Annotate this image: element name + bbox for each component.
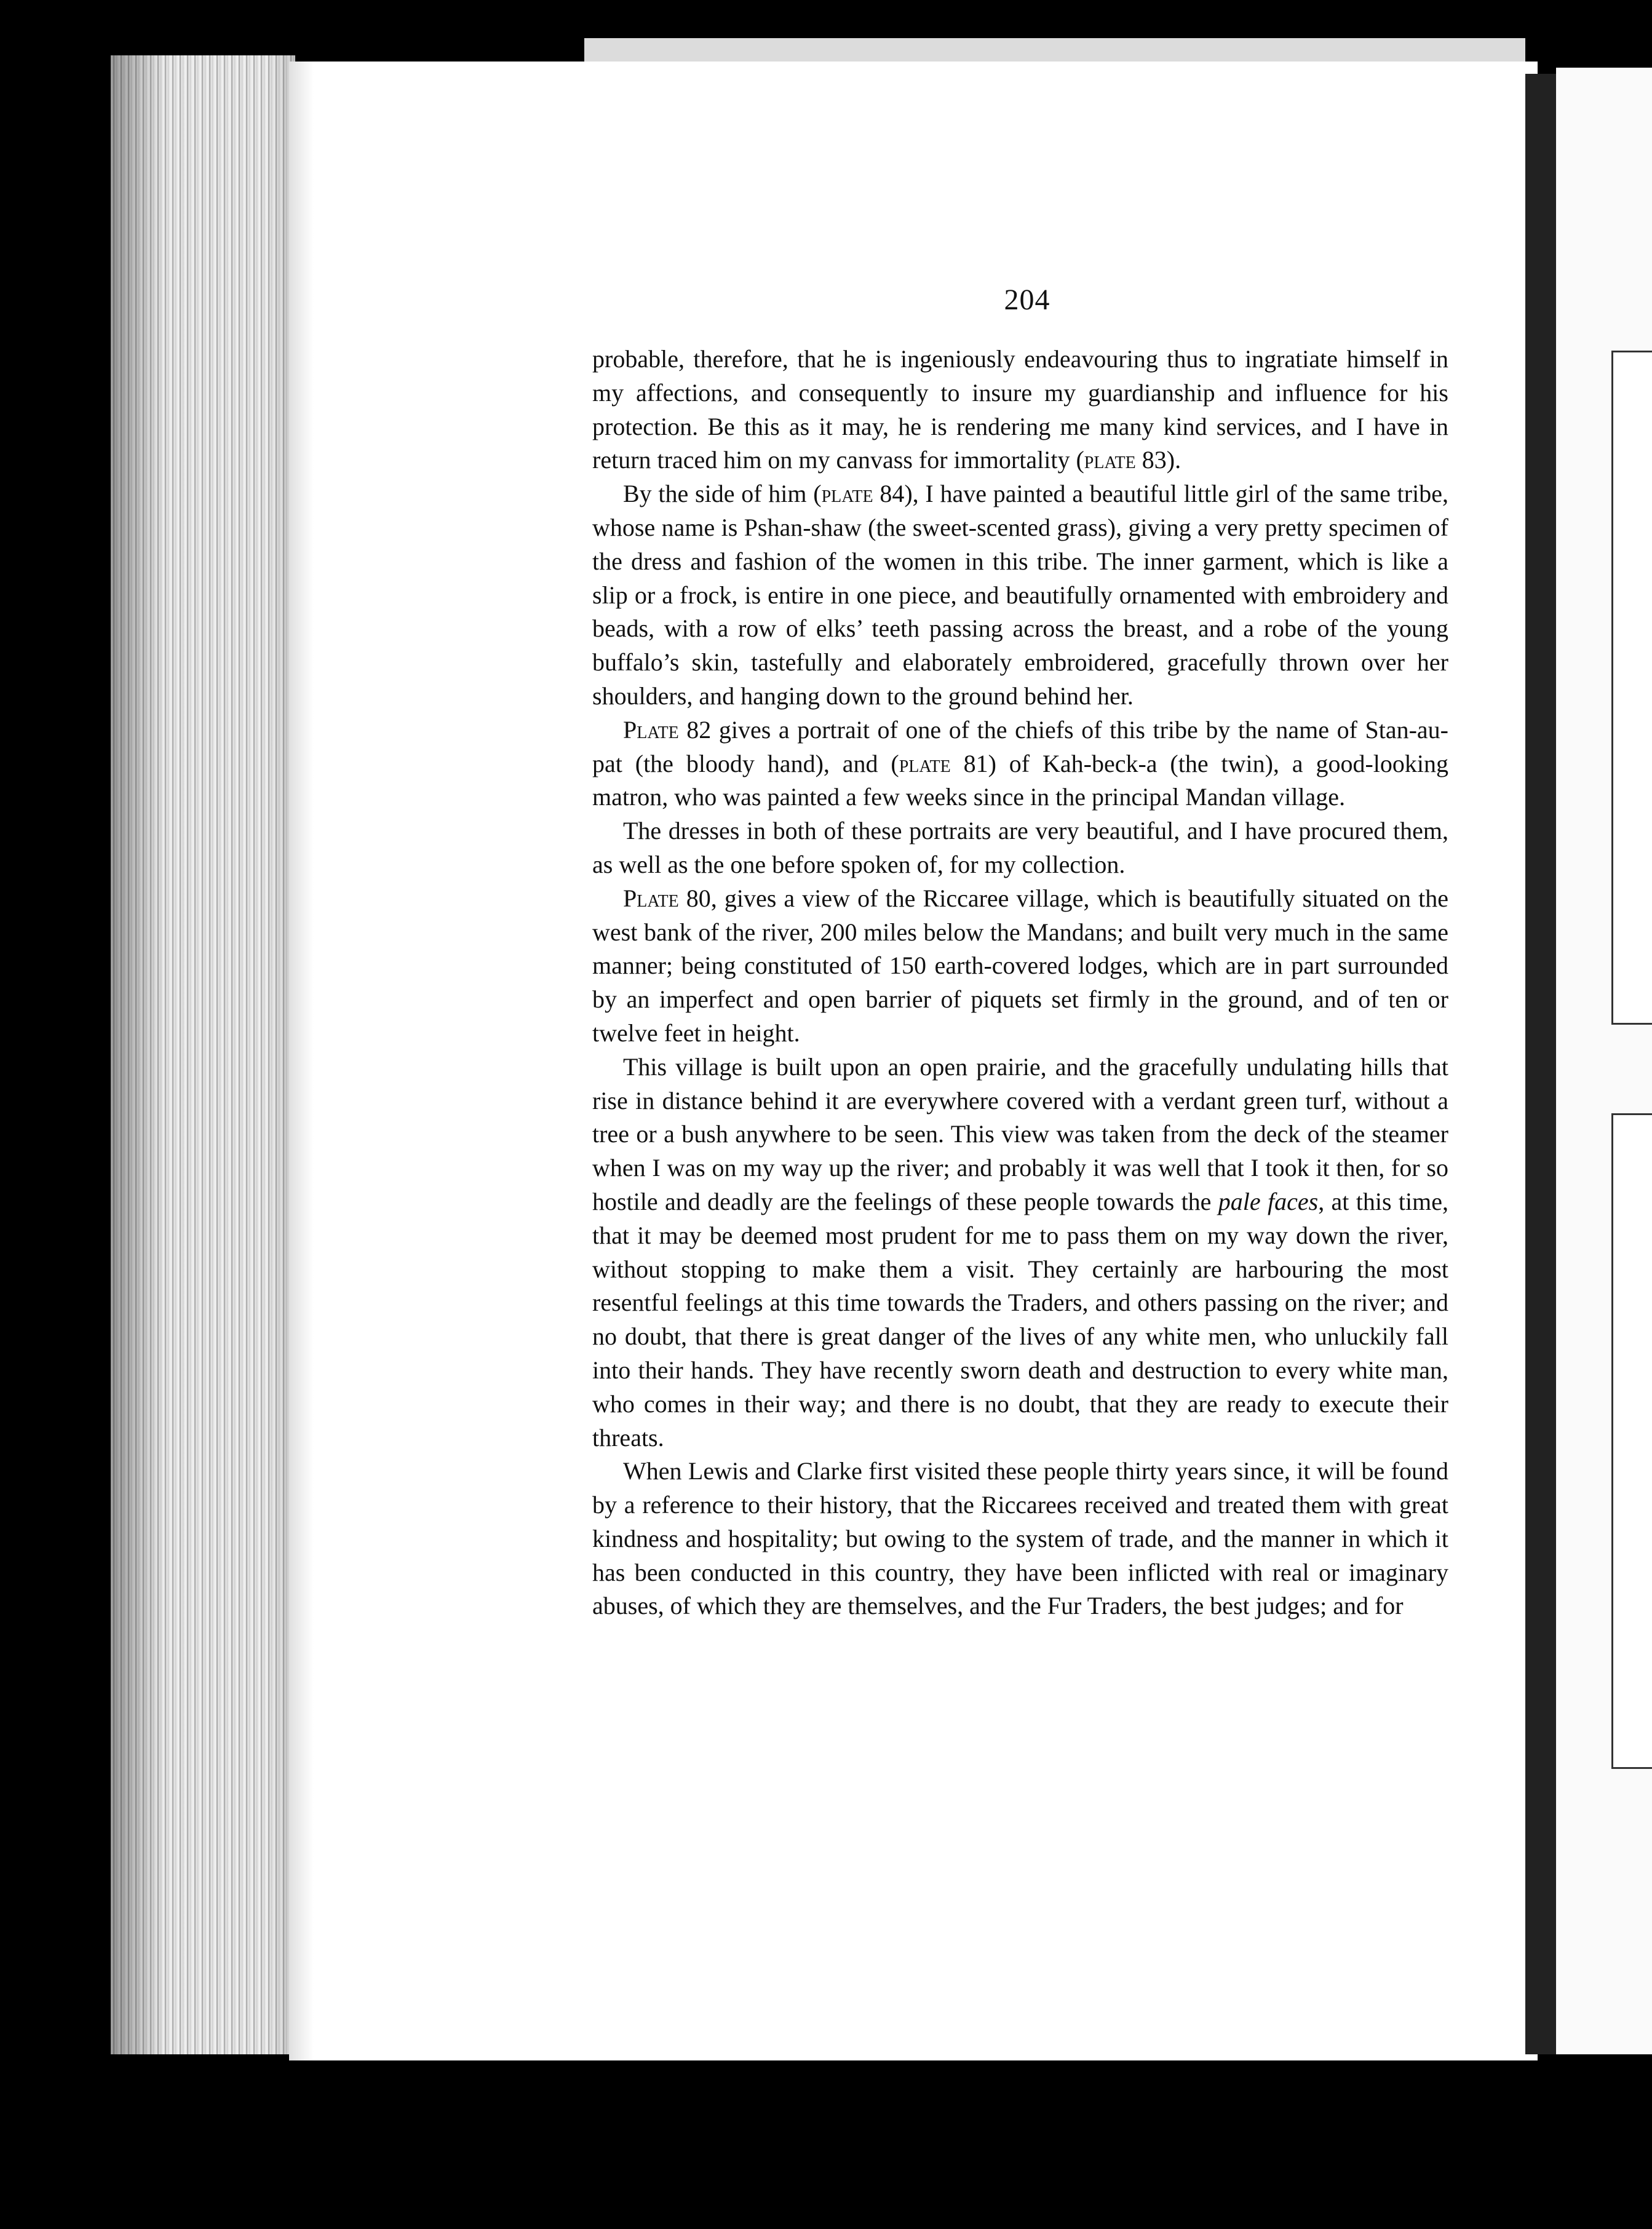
plate-reference: Plate [623,884,679,912]
plate-reference: plate [1084,446,1136,474]
body-text [592,343,1448,1623]
text-run: , at this time, that it may be deemed most prudent for me to pass them on my way down the river, without stopping to make them a visit. They certainly are harbouring the most resentful feelings at this time towards the Traders, and others passing on the river; and no doubt, that there is great danger of the lives of any white men, who unluckily fall into their hands. They have recently sworn death and destruction to every white man, who comes in their way; and there is no doubt, that they are ready to execute their threats. [592,1187,1448,1452]
paragraph [592,814,1448,882]
paragraph [592,882,1448,1051]
plate-reference: Plate [623,715,679,744]
text-run: probable, therefore, that he is ingeniously endeavouring thus to ingratiate himself in my affections, and consequently to insure my guardianship and influence for his protection. Be this as it may, he is rendering me many kind services, and I have in return traced him on my canvass for immortality ( [592,345,1448,474]
paragraph [592,1455,1448,1623]
text-run: 84), I have painted a beautiful little girl of the same tribe, whose name is Pshan-shaw (the sweet-scented grass), giving a very pretty specimen of the dress and fashion of the women in this tribe. The inner garment, which is like a slip or a frock, is entire in one piece, and beautifully ornamented with embroidery and beads, with a row of elks’ teeth passing across the breast, and a robe of the young buffalo’s skin, tastefully and elaborately embroidered, gracefully thrown over her shoulders, and hanging down to the ground behind her. [592,480,1448,710]
text-run: 82 gives a portrait of one of the chiefs of this tribe by the name of Stan-au-pat (the bloody hand), and ( [592,715,1448,777]
text-run: The dresses in both of these portraits are very beautiful, and I have procured them, as well as the one before spoken of, for my collection. [592,817,1448,878]
page-number: 204 [1004,284,1050,316]
right-binding-strip [1525,74,1556,2054]
text-run: This village is built upon an open prairie, and the gracefully undulating hills that rise in distance behind it are everywhere covered with a verdant green turf, without a tree or a bush anywhere to be seen. This view was taken from the deck of the steamer when I was on my way up the river; and probably it was well that I took it then, for so hostile and deadly are the feelings of these people towards the [592,1052,1448,1215]
paragraph [592,343,1448,477]
plate-reference: plate [899,749,951,777]
gutter-shadow [289,62,314,2060]
facing-page-frame-top [1611,351,1652,1025]
text-run: 81) of Kah-beck-a (the twin), a good-looking matron, who was painted a few weeks since in the principal Mandan village. [592,749,1448,811]
paragraph [592,477,1448,713]
text-run: By the side of him ( [623,480,822,508]
plate-reference: plate [821,480,873,508]
facing-page-frame-bottom [1611,1113,1652,1769]
paragraph [592,713,1448,814]
italic-phrase: pale faces [1218,1187,1319,1215]
text-run: 83). [1135,446,1181,474]
book-fore-edge [111,55,295,2054]
paragraph [592,1051,1448,1455]
text-run: When Lewis and Clarke first visited these people thirty years since, it will be found by a reference to their history, that the Riccarees received and treated them with great kindness and hospitality; but owing to the system of trade, and the manner in which it has been conducted in this country, they have been inflicted with real or imaginary abuses, of which they are themselves, and the Fur Traders, the best judges; and for [592,1457,1448,1620]
text-run: 80, gives a view of the Riccaree village, which is beautifully situated on the west bank of the river, 200 miles below the Mandans; and built very much in the same manner; being constituted of 150 earth-covered lodges, which are in part surrounded by an imperfect and open barrier of piquets set firmly in the ground, and of ten or twelve feet in height. [592,884,1448,1047]
